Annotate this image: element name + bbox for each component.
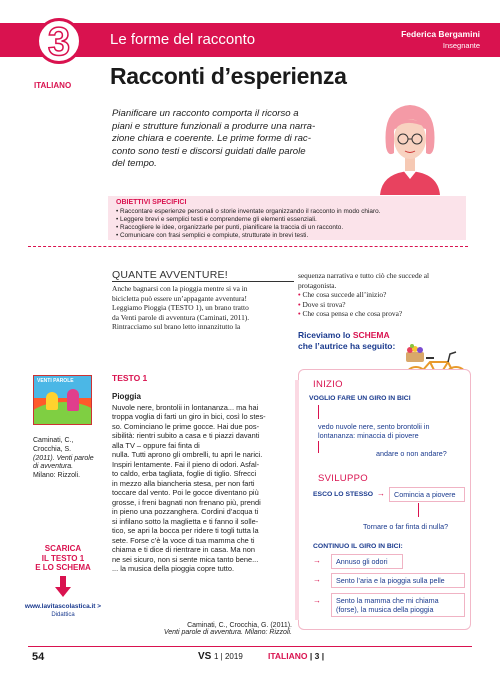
story-line: in mezzo alla biancheria stesa, per non farti bbox=[112, 478, 255, 488]
intro-line: piani e strutture funzionali a produrre una narra- bbox=[112, 120, 316, 132]
story-line: ... la musica della pioggia copre tutto. bbox=[112, 564, 235, 573]
story-line: grosse, i freni bagnati non frenano più, prendi bbox=[112, 497, 261, 507]
page-title: Racconti d’esperienza bbox=[110, 63, 347, 89]
story-line: Nuvole nere, brontolii in lontananza... ma hai bbox=[112, 402, 259, 412]
magazine-logo: VS bbox=[198, 651, 212, 662]
intro-line: zione chiara e coerente. Le prime forme di rac- bbox=[112, 133, 311, 145]
caption-line: (2011). Venti parole bbox=[33, 454, 94, 462]
question-item: • Che cosa pensa e che cosa prova? bbox=[298, 309, 403, 318]
author-name: Federica Bergamini bbox=[401, 29, 480, 39]
caption-line: di avventura. bbox=[33, 463, 74, 471]
question-list bbox=[298, 290, 473, 319]
story-line: in pieno una pozzanghera. Cordini d’acqua ti bbox=[112, 507, 259, 516]
schema-box-4: Tornare o far finta di nulla? bbox=[363, 522, 449, 531]
download-link[interactable]: www.lavitascolastica.it > bbox=[24, 603, 102, 610]
schema-intro bbox=[298, 330, 408, 352]
page-number: 54 bbox=[32, 651, 45, 663]
download-label: E LO SCHEMA bbox=[35, 563, 91, 572]
download-label: SCARICA bbox=[44, 544, 82, 553]
schema-sviluppo-label: SVILUPPO bbox=[318, 473, 368, 484]
teacher-illustration bbox=[360, 95, 460, 195]
question-item: • Che cosa succede all’inizio? bbox=[298, 290, 387, 299]
schema-sviluppo-heading: ESCO LO STESSO bbox=[313, 491, 374, 498]
story-line: nulla. Tutti aprono gli ombrelli, tu apri le narici. bbox=[112, 450, 263, 459]
footer-unit: 3 bbox=[314, 651, 320, 661]
story-line: toccare dal vento. Poi le gocce diventano più bbox=[112, 488, 259, 497]
citation-line: Caminati, C., Crocchia, G. (2011). bbox=[187, 622, 292, 629]
right-arrow-icon: → bbox=[313, 556, 321, 565]
story-line: alla TV – oppure fai finta di bbox=[112, 440, 200, 450]
intro-line: del tempo. bbox=[112, 158, 157, 170]
objectives-heading: OBIETTIVI SPECIFICI bbox=[116, 199, 187, 206]
heading-underline bbox=[112, 281, 294, 282]
article-line: bicicletta può essere un’appagante avventura! bbox=[112, 293, 248, 303]
article-col2 bbox=[298, 271, 473, 290]
caption-line: Crocchia, S. bbox=[33, 445, 72, 453]
author-role: Insegnante bbox=[442, 41, 480, 50]
subject-tag: ITALIANO bbox=[34, 81, 72, 90]
footer-divider bbox=[28, 646, 472, 647]
story-text bbox=[112, 392, 292, 574]
article-line: Anche bagnarsi con la pioggia mentre si va in bbox=[112, 284, 248, 293]
story-line: sibilità: rientri subito a casa e ti piazzi davanti bbox=[112, 431, 260, 440]
objectives-list bbox=[116, 208, 461, 240]
right-arrow-icon: → bbox=[313, 575, 321, 584]
objective-item: • Leggere brevi e semplici testi e comprenderne gli elementi essenziali. bbox=[116, 216, 317, 223]
intro-line: Pianificare un racconto comporta il ricorso a bbox=[112, 108, 299, 119]
download-callout[interactable] bbox=[33, 544, 93, 573]
schema-box-1: vedo nuvole nere, sento brontolii in lontananza: minaccia di piovere bbox=[318, 422, 430, 440]
caption-line: Milano: Rizzoli. bbox=[33, 472, 81, 480]
schema-connector bbox=[318, 441, 319, 453]
question-item: • Dove si trova? bbox=[298, 299, 346, 309]
down-arrow-icon bbox=[55, 576, 71, 598]
question-text: Dove si trova? bbox=[302, 299, 346, 309]
article-line: sequenza narrativa e tutto ciò che succede al bbox=[298, 271, 430, 280]
caption-line: Caminati, C., bbox=[33, 437, 74, 444]
footer-issue: 1 | 2019 bbox=[214, 652, 243, 661]
question-text: Che cosa succede all’inizio? bbox=[302, 290, 387, 299]
article-line: Leggiamo Pioggia (TESTO 1), un brano tratto bbox=[112, 303, 249, 312]
section-divider bbox=[28, 246, 468, 247]
story-line: Inspiri lentamente. Fai il pieno di odori. Asfal- bbox=[112, 459, 260, 469]
schema-inizio-heading: VOGLIO FARE UN GIRO IN BICI bbox=[309, 395, 411, 402]
schema-item: Sento la mamma che mi chiama (forse), la musica della pioggia bbox=[331, 593, 465, 617]
citation-line: Venti parole di avventura. Milano: Rizzoli. bbox=[163, 629, 292, 636]
question-text: Che cosa pensa e che cosa prova? bbox=[302, 309, 403, 318]
book-cover-image bbox=[33, 375, 92, 425]
footer-subject: ITALIANO | 3 | bbox=[268, 651, 325, 661]
objective-item: • Raccontare esperienze personali o storie inventate organizzando il racconto in modo chiaro. bbox=[116, 208, 381, 215]
book-caption bbox=[33, 437, 103, 481]
story-citation bbox=[112, 622, 292, 636]
objective-item: • Raccogliere le idee, organizzarle per punti, pianificare la traccia di un racconto. bbox=[116, 224, 344, 231]
intro-line: conto sono testi e discorsi guidati dalle parole bbox=[112, 145, 306, 157]
story-line: tico, se apri la bocca per ridere ti togli tutta la bbox=[112, 526, 259, 535]
right-arrow-icon: → bbox=[377, 489, 385, 498]
story-line: ne sei sicuro, non si sente mica tanto bene... bbox=[112, 554, 259, 564]
schema-item: Annuso gli odori bbox=[331, 554, 403, 569]
schema-box-3: Comincia a piovere bbox=[389, 487, 465, 502]
schema-inizio-label: INIZIO bbox=[313, 379, 343, 390]
section-title: Le forme del racconto bbox=[110, 31, 256, 48]
story-line: so. Cominciano le prime gocce. Hai due pos- bbox=[112, 421, 260, 431]
schema-item: Sento l’aria e la pioggia sulla pelle bbox=[331, 573, 465, 588]
story-line: to caldo, erba tagliata, foglie di tiglio. Sfrecci bbox=[112, 469, 257, 478]
schema-intro-highlight: SCHEMA bbox=[352, 330, 390, 340]
schema-intro-text-2: che l’autrice ha seguito: bbox=[298, 341, 396, 351]
objective-item: • Comunicare con frasi semplici e compiute, strutturate in brevi testi. bbox=[116, 232, 309, 239]
footer-subject-name: ITALIANO bbox=[268, 651, 308, 661]
story-line: chiama e ti dice di rientrare in casa. Ma non bbox=[112, 545, 255, 554]
download-label: IL TESTO 1 bbox=[41, 553, 85, 563]
schema-connector bbox=[318, 405, 319, 419]
article-heading: QUANTE AVVENTURE! bbox=[112, 269, 228, 281]
story-line: si infilano sotto la maglietta e ti fanno il solle- bbox=[112, 516, 259, 526]
download-section: Didattica bbox=[51, 612, 75, 618]
book-cover-title: VENTI PAROLE bbox=[37, 378, 74, 384]
schema-intro-text: Riceviamo lo bbox=[298, 330, 351, 340]
schema-continuo-heading: CONTINUO IL GIRO IN BICI: bbox=[313, 543, 403, 550]
article-col1 bbox=[112, 284, 294, 332]
article-line: protagonista. bbox=[298, 280, 337, 290]
text-label: TESTO 1 bbox=[112, 373, 148, 383]
schema-box-2: andare o non andare? bbox=[376, 449, 447, 458]
article-line: da Venti parole di avventura (Caminati, 2011). bbox=[112, 312, 250, 322]
schema-connector bbox=[418, 503, 419, 517]
article-line: Rintracciamo sul brano letto innanzitutto la bbox=[112, 322, 241, 331]
story-title: Pioggia bbox=[112, 392, 141, 401]
unit-number: 3 bbox=[47, 20, 71, 64]
right-arrow-icon: → bbox=[313, 596, 321, 605]
story-line: sete. Forse c’è la voce di tua mamma che ti bbox=[112, 535, 255, 545]
intro-paragraph bbox=[112, 108, 357, 171]
story-line: troppa voglia di farti un giro in bici, così lo stes- bbox=[112, 412, 266, 421]
